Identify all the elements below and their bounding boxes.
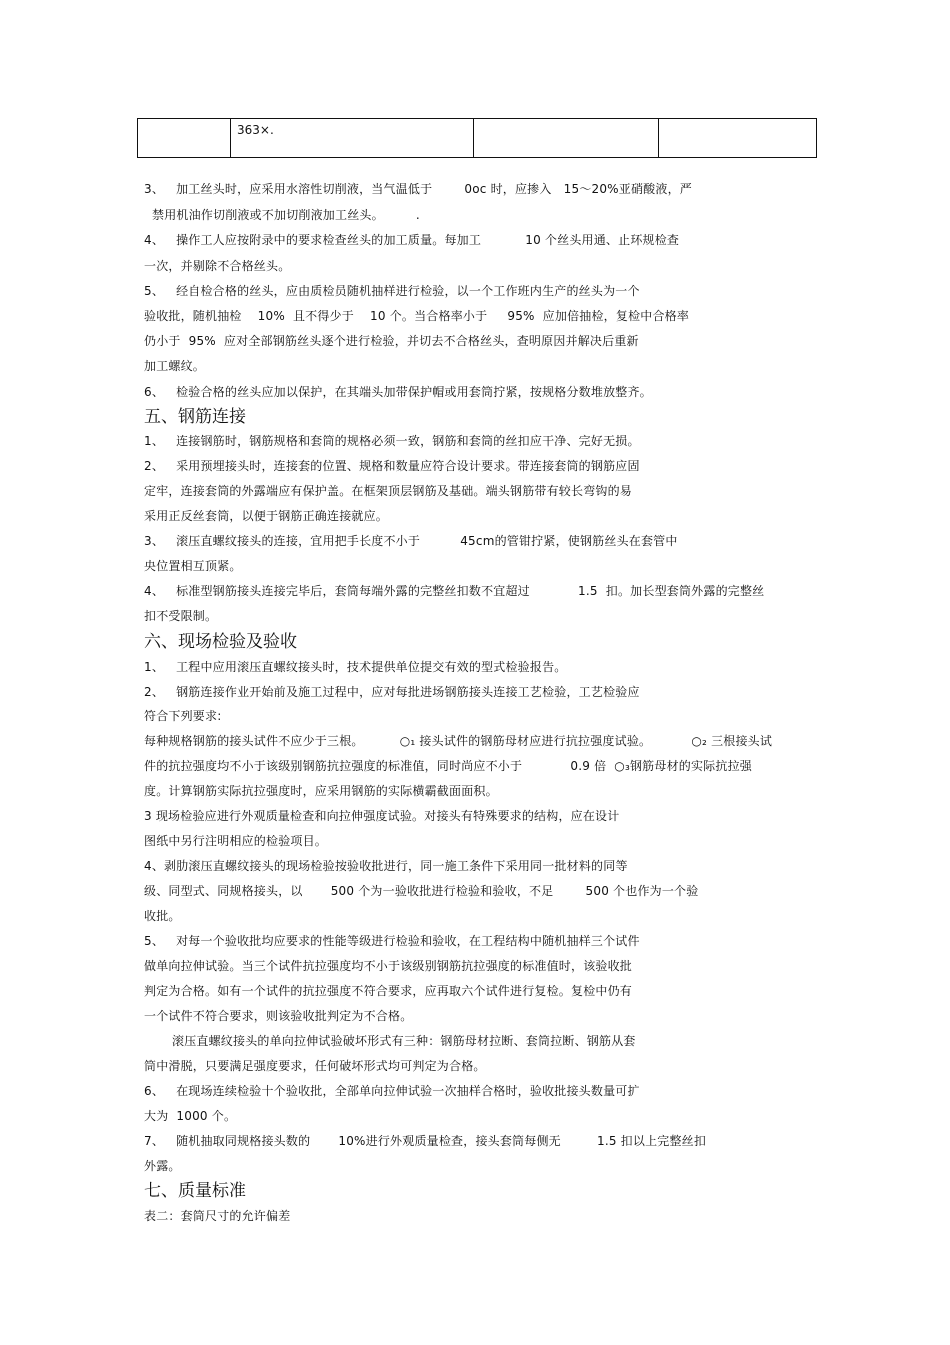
paragraph-line: 滚压直螺纹接头的单向拉伸试验破坏形式有三种：钢筋母材拉断、套筒拉断、钢筋从套 bbox=[172, 1034, 636, 1048]
section-heading: 六、现场检验及验收 bbox=[144, 632, 297, 652]
paragraph-line: 符合下列要求: bbox=[144, 709, 222, 723]
paragraph-line: 验收批，随机抽检 10% 且不得少于 10 个。当合格率小于 95% 应加倍抽检，复检中合格率 bbox=[144, 309, 690, 323]
paragraph-line: 级、同型式、同规格接头，以 500 个为一验收批进行检验和验收，不足 500 个也作为一个验 bbox=[144, 884, 699, 898]
paragraph-line: 1、 连接钢筋时，钢筋规格和套筒的规格必须一致，钢筋和套筒的丝扣应干净、完好无损。 bbox=[144, 434, 640, 448]
paragraph-line: 5、 对每一个验收批均应要求的性能等级进行检验和验收，在工程结构中随机抽样三个试件 bbox=[144, 934, 640, 948]
paragraph-line: 定牢，连接套筒的外露端应有保护盖。在框架顶层钢筋及基础。端头钢筋带有较长弯钩的易 bbox=[144, 484, 633, 498]
paragraph-line: 3、 滚压直螺纹接头的连接，宜用把手长度不小于 45cm的管钳拧紧，使钢筋丝头在套管中 bbox=[144, 534, 678, 548]
section-heading: 五、钢筋连接 bbox=[144, 407, 246, 427]
section-heading: 七、质量标准 bbox=[144, 1181, 246, 1201]
paragraph-line: 表二：套筒尺寸的允许偏差 bbox=[144, 1209, 291, 1223]
paragraph-line: 2、 钢筋连接作业开始前及施工过程中，应对每批进场钢筋接头连接工艺检验，工艺检验应 bbox=[144, 685, 640, 699]
paragraph-line: 做单向拉伸试验。当三个试件抗拉强度均不小于该级别钢筋抗拉强度的标准值时，该验收批 bbox=[144, 959, 633, 973]
paragraph-line: 仍小于 95% 应对全部钢筋丝头逐个进行检验，并切去不合格丝头，查明原因并解决后重新 bbox=[144, 334, 639, 348]
paragraph-line: 采用正反丝套筒，以便于钢筋正确连接就应。 bbox=[144, 509, 389, 523]
paragraph-line: 件的抗拉强度均不小于该级别钢筋抗拉强度的标准值，同时尚应不小于 0.9 倍 ○₃钢筋母材的实际抗拉强 bbox=[144, 759, 752, 773]
table-cell bbox=[474, 119, 659, 158]
paragraph-line: 图纸中另行注明相应的检验项目。 bbox=[144, 834, 328, 848]
paragraph-line: 外露。 bbox=[144, 1159, 181, 1173]
paragraph-line: 4、 操作工人应按附录中的要求检查丝头的加工质量。每加工 10 个丝头用通、止环规检查 bbox=[144, 233, 680, 247]
spec-table-fragment bbox=[137, 118, 817, 158]
paragraph-line: 4、剥肋滚压直螺纹接头的现场检验按验收批进行，同一施工条件下采用同一批材料的同等 bbox=[144, 859, 628, 873]
table-cell bbox=[138, 119, 231, 158]
paragraph-line: 6、 在现场连续检验十个验收批，全部单向拉伸试验一次抽样合格时，验收批接头数量可扩 bbox=[144, 1084, 640, 1098]
table-row bbox=[138, 119, 817, 158]
paragraph-line: 5、 经自检合格的丝头，应由质检员随机抽样进行检验，以一个工作班内生产的丝头为一个 bbox=[144, 284, 640, 298]
paragraph-line: 收批。 bbox=[144, 909, 181, 923]
table-cell bbox=[659, 119, 817, 158]
paragraph-line: 1、 工程中应用滚压直螺纹接头时，技术提供单位提交有效的型式检验报告。 bbox=[144, 660, 567, 674]
paragraph-line: 判定为合格。如有一个试件的抗拉强度不符合要求，应再取六个试件进行复检。复检中仍有 bbox=[144, 984, 633, 998]
paragraph-line: 筒中滑脱，只要满足强度要求，任何破坏形式均可判定为合格。 bbox=[144, 1059, 486, 1073]
paragraph-line: 加工螺纹。 bbox=[144, 359, 206, 373]
paragraph-line: 大为 1000 个。 bbox=[144, 1109, 237, 1123]
paragraph-line: 一次，并剔除不合格丝头。 bbox=[144, 259, 291, 273]
table-cell: 363×. bbox=[231, 119, 474, 158]
paragraph-line: 3 现场检验应进行外观质量检查和向拉伸强度试验。对接头有特殊要求的结构，应在设计 bbox=[144, 809, 620, 823]
paragraph-line: 央位置相互顶紧。 bbox=[144, 559, 242, 573]
paragraph-line: 扣不受限制。 bbox=[144, 609, 218, 623]
paragraph-line: 7、 随机抽取同规格接头数的 10%进行外观质量检查，接头套筒每侧无 1.5 扣以上完整丝扣 bbox=[144, 1134, 707, 1148]
paragraph-line: 4、 标准型钢筋接头连接完毕后，套筒每端外露的完整丝扣数不宜超过 1.5 扣。加长型套筒外露的完整丝 bbox=[144, 584, 765, 598]
paragraph-line: 度。计算钢筋实际抗拉强度时，应采用钢筋的实际横霸截面面积。 bbox=[144, 784, 498, 798]
paragraph-line: 2、 采用预埋接头时，连接套的位置、规格和数量应符合设计要求。带连接套筒的钢筋应固 bbox=[144, 459, 640, 473]
paragraph-line: 6、 检验合格的丝头应加以保护，在其端头加带保护帽或用套筒拧紧，按规格分数堆放整齐。 bbox=[144, 385, 652, 399]
paragraph-line: 一个试件不符合要求，则该验收批判定为不合格。 bbox=[144, 1009, 413, 1023]
paragraph-line: 禁用机油作切削液或不加切削液加工丝头。 . bbox=[152, 208, 420, 222]
paragraph-line: 3、 加工丝头时，应采用水溶性切削液，当气温低于 0oc 时，应掺入 15～20%亚硝酸液，严 bbox=[144, 182, 692, 196]
paragraph-line: 每种规格钢筋的接头试件不应少于三根。 ○₁ 接头试件的钢筋母材应进行抗拉强度试验。 ○₂ 三根接头试 bbox=[144, 734, 773, 748]
